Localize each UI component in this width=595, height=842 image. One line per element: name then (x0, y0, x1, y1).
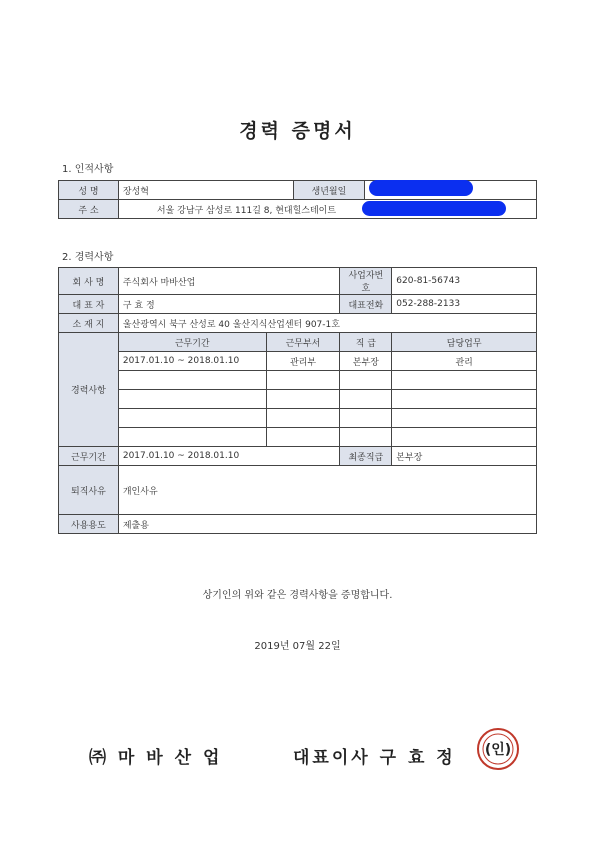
row-rank (340, 371, 392, 390)
certification-statement: 상기인의 위와 같은 경력사항을 증명합니다. (202, 590, 393, 601)
col-header-period: 근무기간 (118, 333, 266, 352)
col-header-dept: 근무부서 (266, 333, 340, 352)
document-title: 경력 증명서 (239, 120, 356, 142)
col-header-rank: 직 급 (340, 333, 392, 352)
row-duty (392, 409, 537, 428)
section-heading-personal: 1. 인적사항 (62, 164, 114, 175)
seal-text: (인) (484, 742, 512, 758)
dob-label: 생년월일 (293, 181, 365, 200)
row-dept (266, 409, 340, 428)
company-value: 주식회사 마바산업 (118, 268, 340, 295)
career-label: 경력사항 (59, 333, 119, 447)
table-row (59, 428, 537, 447)
bizno-label: 사업자번호 (340, 268, 392, 295)
ceo-signature: 대표이사 구 효 정 (293, 748, 456, 768)
issue-date: 2019년 07월 22일 (254, 641, 341, 652)
row-rank (340, 428, 392, 447)
final-rank-label: 최종직급 (340, 447, 392, 466)
purpose-value: 제출용 (118, 515, 536, 534)
period-label: 근무기간 (59, 447, 119, 466)
redaction-mark (369, 180, 473, 196)
address-label: 주 소 (59, 200, 119, 219)
section-heading-career: 2. 경력사항 (62, 252, 114, 263)
col-header-duty: 담당업무 (392, 333, 537, 352)
tel-label: 대표전화 (340, 295, 392, 314)
row-period (118, 371, 266, 390)
final-rank-value: 본부장 (392, 447, 537, 466)
company-label: 회 사 명 (59, 268, 119, 295)
reason-label: 퇴직사유 (59, 466, 119, 515)
reason-value: 개인사유 (118, 466, 536, 515)
row-period: 2017.01.10 ~ 2018.01.10 (118, 352, 266, 371)
table-row (59, 352, 537, 371)
period-value: 2017.01.10 ~ 2018.01.10 (118, 447, 340, 466)
row-rank: 본부장 (340, 352, 392, 371)
table-row (59, 371, 537, 390)
row-duty (392, 371, 537, 390)
name-label: 성 명 (59, 181, 119, 200)
bizno-value: 620-81-56743 (392, 268, 537, 295)
address-value: 서울 강남구 삼성로 111길 8, 현대힐스테이트 (118, 200, 536, 219)
rep-label: 대 표 자 (59, 295, 119, 314)
row-duty: 관리 (392, 352, 537, 371)
row-period (118, 390, 266, 409)
name-value: 장성혁 (118, 181, 293, 200)
row-dept (266, 428, 340, 447)
row-period (118, 428, 266, 447)
row-rank (340, 390, 392, 409)
company-seal-icon (476, 727, 520, 771)
company-signature: ㈜ 마 바 산 업 (89, 748, 223, 768)
row-dept (266, 390, 340, 409)
row-dept: 관리부 (266, 352, 340, 371)
row-rank (340, 409, 392, 428)
tel-value: 052-288-2133 (392, 295, 537, 314)
row-duty (392, 428, 537, 447)
location-value: 울산광역시 북구 산성로 40 울산지식산업센터 907-1호 (118, 314, 536, 333)
location-label: 소 재 지 (59, 314, 119, 333)
row-period (118, 409, 266, 428)
table-row (59, 390, 537, 409)
row-dept (266, 371, 340, 390)
career-table (58, 267, 537, 534)
row-duty (392, 390, 537, 409)
redaction-mark (362, 201, 506, 216)
rep-value: 구 효 정 (118, 295, 340, 314)
purpose-label: 사용용도 (59, 515, 119, 534)
table-row (59, 409, 537, 428)
